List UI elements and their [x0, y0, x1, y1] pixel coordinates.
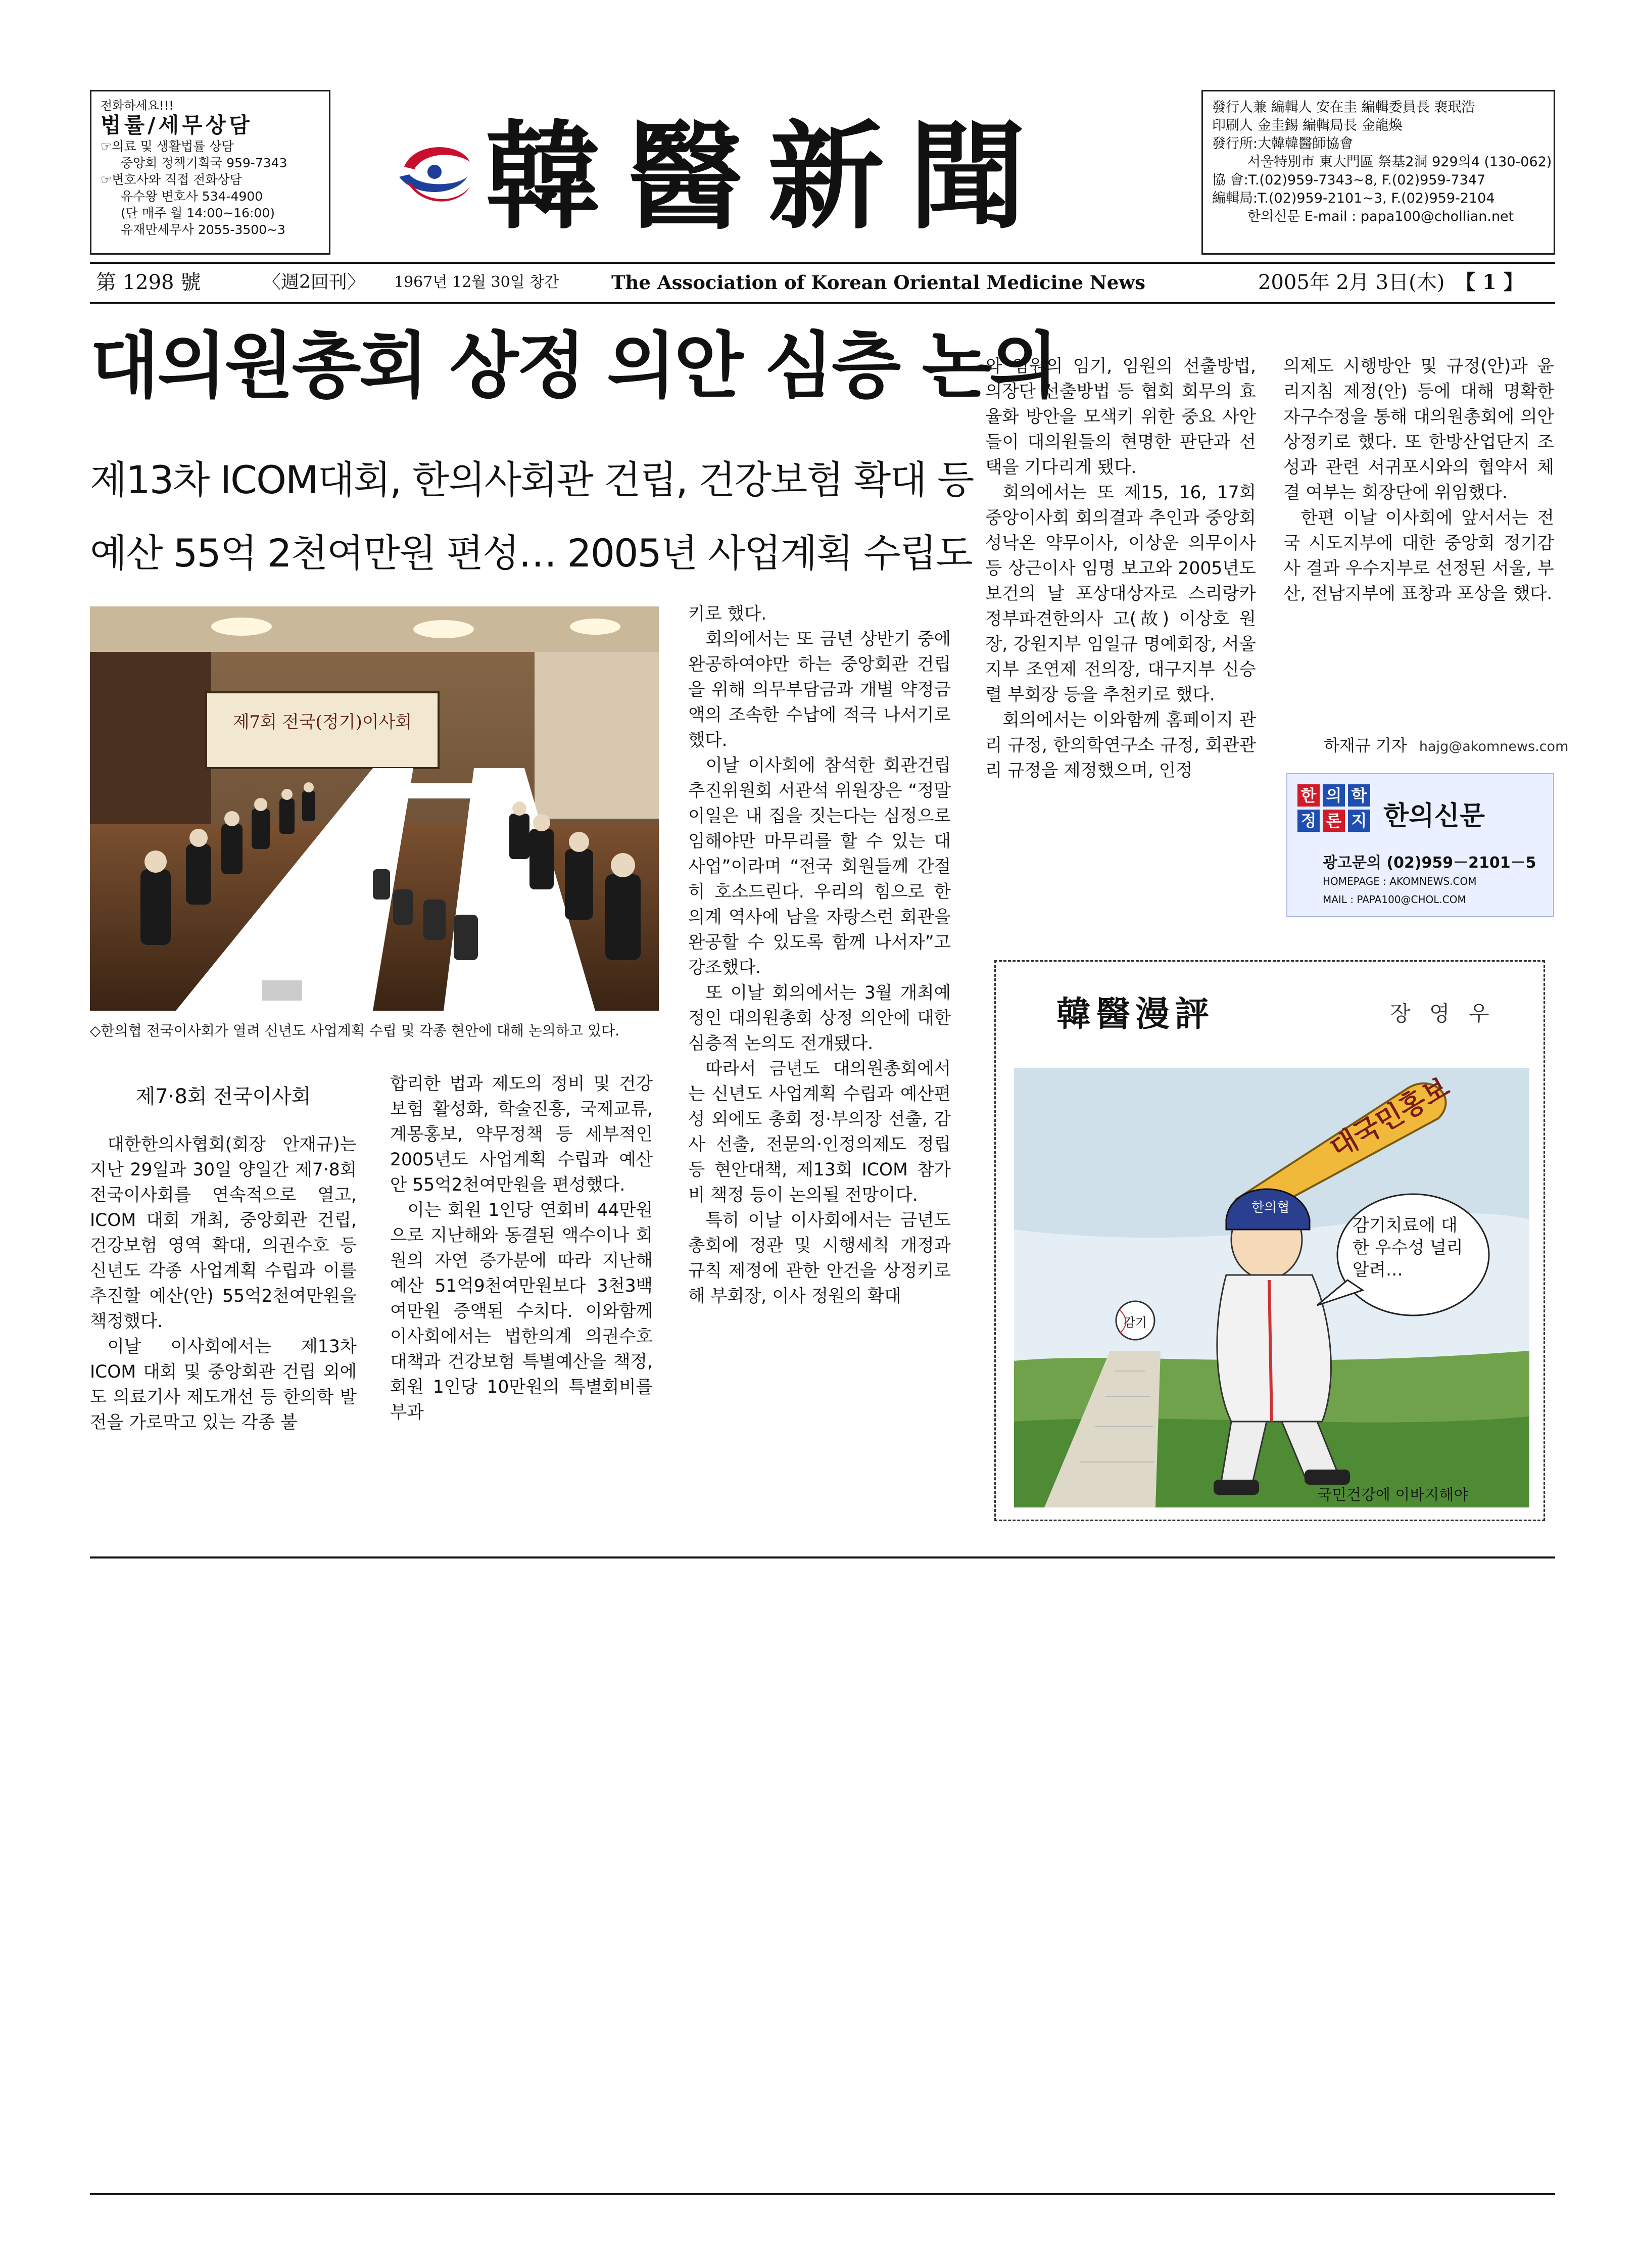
advertisement[interactable]	[1286, 773, 1554, 917]
founded-date: 1967년 12월 30일 창간	[394, 273, 559, 291]
consult-line: 유재만세무사 2055-3500~3	[121, 222, 285, 237]
divider	[90, 1556, 1555, 1558]
ad-tile: 론	[1323, 810, 1345, 832]
ad-homepage: HOMEPAGE : AKOMNEWS.COM	[1323, 875, 1477, 887]
masthead-title: 韓醫新聞	[485, 109, 1051, 245]
article-paragraph: 대한한의사협회(회장 안재규)는 지난 29일과 30일 양일간 제7·8회 전국이사회를 연속적으로 열고, ICOM 대회 개최, 중앙회관 건립, 건강보험 영역 확대, 의권수호 등 신년도 각종 사업계획 수립과 이를 추진할 예산(안) 55억2천여만원을 책정했다.	[90, 1135, 357, 1332]
publisher-info-box	[1201, 90, 1555, 255]
article-paragraph: 의제도 시행방안 및 규정(안)과 윤리지침 제정(안) 등에 대해 명확한 자구수정을 통해 대의원총회에 의안 상정키로 했다. 또 한방산업단지 조성과 관련 서귀포시와의 협약서 체결 여부는 회장단에 위임했다.	[1283, 356, 1554, 503]
article-paragraph: 회의에서는 또 제15, 16, 17회 중앙이사회 회의결과 추인과 중앙회 성낙온 약무이사, 이상운 의무이사 등 상근이사 임명 보고와 2005년도 보건의 날 포상대상자로 스리랑카 정부파견한의사 고(故) 이상호 원장, 강원지부 임일규 명예회장, 서울지부 조연제 전의장, 대구지부 신승렬 부회장 등을 추천키로 했다.	[985, 483, 1256, 705]
ad-title: 한의신문	[1383, 801, 1485, 831]
issue-frequency: 〈週2回刊〉	[263, 272, 365, 293]
cartoon-bottom-text: 국민건강에 이바지해야	[1317, 1486, 1469, 1504]
editorial-cartoon	[994, 960, 1545, 1521]
meeting-photo	[90, 606, 659, 1011]
article-paragraph: 합리한 법과 제도의 정비 및 건강보험 활성화, 학술진흥, 국제교류, 계몽홍보, 약무정책 등 세부적인 2005년도 사업계획 수립과 예산안 55억2천여만원을 편성했다.	[390, 1074, 653, 1195]
ad-tile: 정	[1297, 810, 1320, 832]
legal-consult-box	[90, 90, 330, 255]
article-paragraph: 이날 이사회에 참석한 회관건립추진위원회 서관석 위원장은 “정말 이일은 내 집을 짓는다는 심정으로 임해야만 마무리를 할 수 있는 대사업”이라며 “전국 회원들께 간절히 호소드린다. 우리의 힘으로 한의계 역사에 남을 자랑스런 회관을 완공할 수 있도록 함께 나서자”고 강조했다.	[688, 755, 951, 978]
article-column-5	[1283, 354, 1554, 606]
article-column-3	[688, 601, 951, 1309]
section-title: 제7·8회 전국이사회	[135, 1085, 311, 1108]
article-paragraph: 회의에서는 또 금년 상반기 중에 완공하여야만 하는 중앙회관 건립을 위해 의무부담금과 개별 약정금액의 조속한 수납에 적극 나서기로 했다.	[688, 629, 951, 750]
article-paragraph: 특히 이날 이사회에서는 금년도 총회에 정관 및 시행세칙 개정과 규칙 제정에 관한 안건을 상정키로해 부회장, 이사 정원의 확대	[688, 1210, 951, 1306]
article-column-1	[90, 1132, 357, 1435]
byline	[1324, 733, 1569, 756]
publisher-line: 한의신문 E-mail : papa100@chollian.net	[1247, 209, 1514, 224]
subheadline: 예산 55억 2천여만원 편성… 2005년 사업계획 수립도	[90, 531, 972, 576]
english-title: The Association of Korean Oriental Medicine News	[611, 271, 1145, 294]
ad-tile: 지	[1348, 810, 1370, 832]
photo-caption: ◇한의협 전국이사회가 열려 신년도 사업계획 수립 및 각종 현안에 대해 논의하고 있다.	[90, 1022, 619, 1039]
divider	[90, 2193, 1555, 2195]
consult-small: 전화하세요!!!	[101, 99, 174, 113]
article-column-4	[985, 354, 1256, 783]
ad-tile: 학	[1348, 784, 1370, 807]
ad-mail: MAIL : PAPA100@CHOL.COM	[1323, 893, 1466, 906]
article-paragraph: 한편 이날 이사회에 앞서서는 전국 시도지부에 대한 중앙회 정기감사 결과 우수지부로 선정된 서울, 부산, 전남지부에 표창과 포상을 했다.	[1283, 508, 1554, 604]
consult-line: ☞의료 및 생활법률 상담	[101, 139, 234, 154]
article-paragraph: 회의에서는 이와함께 홈페이지 관리 규정, 한의학연구소 규정, 회관관리 규정을 제정했으며, 인정	[985, 710, 1256, 781]
article-paragraph: 또 이날 회의에서는 3월 개최예정인 대의원총회 상정 의안에 대한 심층적 논의도 전개됐다.	[688, 983, 951, 1054]
cartoon-author: 장 영 우	[1390, 1001, 1496, 1026]
article-paragraph: 따라서 금년도 대의원총회에서는 신년도 사업계획 수립과 예산편성 외에도 총회 정·부의장 선출, 감사 선출, 전문의·인정의제도 정립 등 현안대책, 제13회 ICOM 참가비 책정 등이 논의될 전망이다.	[688, 1059, 951, 1205]
publisher-line: 서울特別市 東大門區 祭基2洞 929의4 (130-062)	[1247, 154, 1552, 170]
info-bar-rule-bottom	[90, 302, 1555, 304]
headline: 대의원총회 상정 의안 심층 논의	[90, 324, 1056, 408]
issue-number: 第 1298 號	[96, 271, 201, 294]
publisher-line: 印刷人 金圭錫 編輯局長 金龍煥	[1212, 118, 1403, 133]
svg-text:제7회 전국(정기)이사회: 제7회 전국(정기)이사회	[232, 712, 412, 732]
ad-tile: 한	[1297, 784, 1320, 807]
article-paragraph: 이날 이사회에서는 제13차 ICOM 대회 및 중앙회관 건립 외에도 의료기사 제도개선 등 한의학 발전을 가로막고 있는 각종 불	[90, 1337, 357, 1433]
article-paragraph: 키로 했다.	[688, 604, 767, 624]
ad-tile: 의	[1323, 784, 1345, 807]
reporter-email[interactable]: hajg@akomnews.com	[1419, 739, 1569, 754]
publisher-line: 協 會:T.(02)959-7343~8, F.(02)959-7347	[1212, 172, 1486, 188]
cartoon-illustration	[1014, 1068, 1529, 1507]
publisher-line: 編輯局:T.(02)959-2101~3, F.(02)959-2104	[1212, 191, 1495, 206]
issue-date: 2005年 2月 3日(木)	[1258, 271, 1445, 294]
association-logo-icon	[384, 121, 485, 222]
info-bar-rule-top	[90, 262, 1555, 264]
consult-line: (단 매주 월 14:00~16:00)	[121, 206, 275, 220]
article-paragraph: 이는 회원 1인당 연회비 44만원으로 지난해와 동결된 액수이나 회원의 자연 증가분에 따라 지난해 예산 51억9천여만원보다 3천3백여만원 증액된 수치다. 이와함께 이사회에서는 법한의계 의권수호 대책과 건강보험 특별예산을 책정, 회원 1인당 10만원의 특별회비를 부과	[390, 1200, 653, 1423]
cartoon-speech-text: 감기치료에 대한 우수성 널리 알려…	[1353, 1215, 1463, 1280]
consult-line: 중앙회 정책기획국 959-7343	[121, 156, 287, 170]
cartoon-helmet-text: 한의협	[1251, 1200, 1290, 1215]
article-paragraph: 와 임원의 임기, 임원의 선출방법, 의장단 선출방법 등 협회 회무의 효율화 방안을 모색키 위한 중요 사안들이 대의원들의 현명한 판단과 선택을 기다리게 됐다.	[985, 356, 1256, 478]
consult-title: 법률/세무상담	[101, 113, 253, 137]
cartoon-ball-text: 감기	[1123, 1315, 1147, 1330]
article-column-2	[390, 1071, 653, 1425]
cartoon-bat-text: 대국민홍보	[1325, 1071, 1455, 1165]
cartoon-title: 韓醫漫評	[1056, 994, 1215, 1034]
page-number: 【 1 】	[1455, 270, 1524, 294]
reporter-name: 하재규 기자	[1324, 736, 1407, 755]
subheadline: 제13차 ICOM대회, 한의사회관 건립, 건강보험 확대 등	[90, 457, 974, 502]
consult-line: 유수왕 변호사 534-4900	[121, 189, 263, 204]
publisher-line: 發行人兼 編輯人 安在圭 編輯委員長 裵珉浩	[1212, 100, 1475, 115]
publisher-line: 發行所:大韓韓醫師協會	[1212, 136, 1354, 152]
consult-line: ☞변호사와 직접 전화상담	[101, 172, 242, 187]
ad-phone: 광고문의 (02)959－2101－5	[1323, 854, 1536, 872]
